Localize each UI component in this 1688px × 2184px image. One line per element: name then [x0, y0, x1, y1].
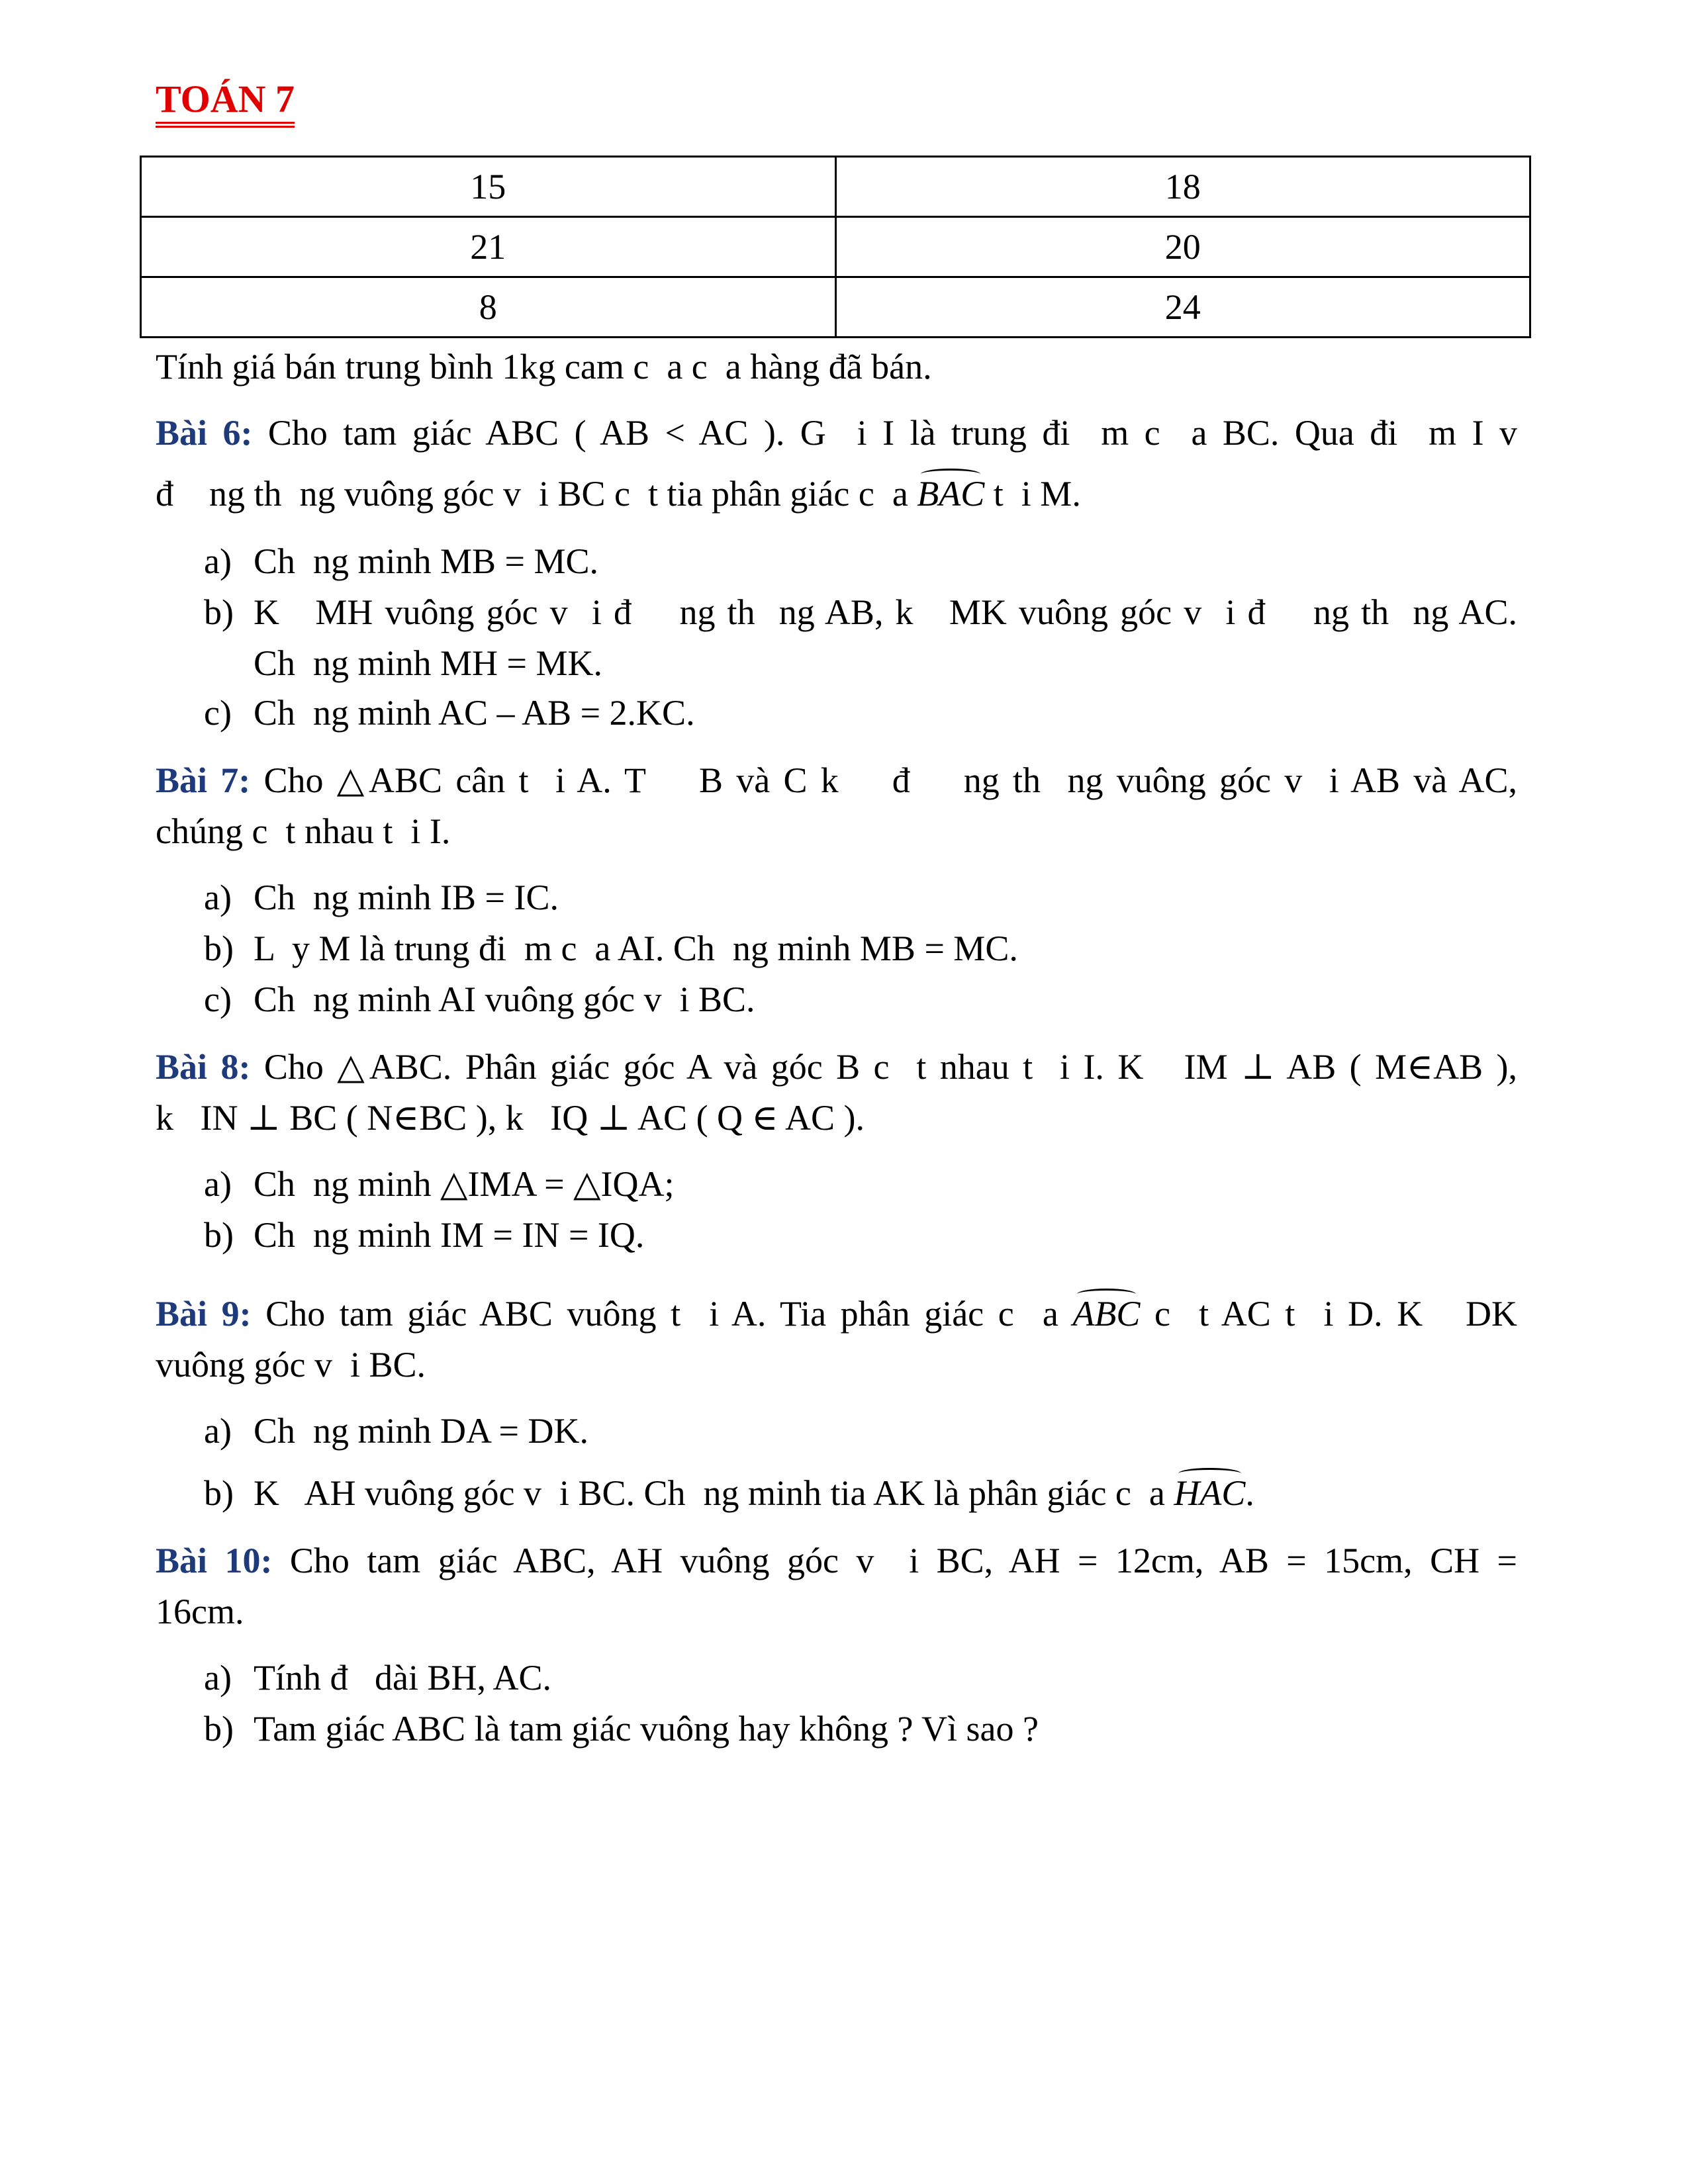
item-label: b) [204, 1473, 234, 1513]
item-text: Tính đ dài BH, AC. [254, 1658, 552, 1698]
bai10-label: Bài 10: [156, 1541, 273, 1580]
item-label: c) [204, 979, 232, 1019]
table-cell: 24 [835, 277, 1530, 338]
bai9-line2: vuông góc v i BC. [156, 1345, 426, 1385]
item-text-cont: Ch ng minh MH = MK. [254, 643, 603, 683]
item-text: Ch ng minh DA = DK. [254, 1411, 588, 1451]
table-cell: 21 [141, 217, 836, 277]
table-cell: 8 [141, 277, 836, 338]
bai10-text: Cho tam giác ABC, AH vuông góc v i BC, AH = 12cm, AB = 15cm, CH = [272, 1541, 1517, 1580]
item-text: Ch ng minh AC – AB = 2.KC. [254, 693, 695, 733]
bai9-text: Cho tam giác ABC vuông t i A. Tia phân giác c a [251, 1294, 1073, 1334]
bai7-line2: chúng c t nhau t i I. [156, 811, 451, 851]
item-label: b) [204, 1215, 234, 1255]
bai6-text: Cho tam giác ABC ( AB < AC ). G i I là trung đi m c a BC. Qua đi m I v [252, 413, 1517, 453]
bai8-line2: k IN ⊥ BC ( N∈BC ), k IQ ⊥ AC ( Q ∈ AC ). [156, 1098, 865, 1138]
bai10-line2: 16cm. [156, 1592, 244, 1631]
angle-bac: BAC [917, 474, 985, 514]
item-label: b) [204, 929, 234, 968]
bai9-line1 [156, 1293, 1517, 1335]
item-text: Ch ng minh △IMA = △IQA; [254, 1164, 675, 1204]
bai6-line1 [156, 412, 1517, 454]
item-text: L y M là trung đi m c a AI. Ch ng minh MB = MC. [254, 929, 1018, 968]
page-title: TOÁN 7 [156, 78, 295, 124]
item-text-part: K AH vuông góc v i BC. Ch ng minh tia AK là phân giác c a [254, 1473, 1174, 1513]
table-row [141, 217, 1530, 277]
item-label: c) [204, 693, 232, 733]
bai8-line1 [156, 1046, 1517, 1088]
item-label: b) [204, 1709, 234, 1749]
item-text-part: . [1245, 1473, 1254, 1513]
item-text: Ch ng minh IB = IC. [254, 878, 559, 917]
item-text: Ch ng minh IM = IN = IQ. [254, 1215, 645, 1255]
bai7-label: Bài 7: [156, 760, 251, 800]
item-label: a) [204, 1164, 232, 1204]
item-text: Ch ng minh MB = MC. [254, 541, 599, 581]
table-cell: 20 [835, 217, 1530, 277]
bai6-text: đ ng th ng vuông góc v i BC c t tia phân giác c a [156, 474, 917, 514]
table-cell: 15 [141, 157, 836, 217]
bai6-text: t i M. [984, 474, 1081, 514]
bai7-line1 [156, 759, 1517, 801]
item-label: a) [204, 1658, 232, 1698]
item-label: a) [204, 541, 232, 581]
item-text [254, 1472, 1254, 1514]
bai8-label: Bài 8: [156, 1047, 251, 1087]
bai8-text: Cho △ABC. Phân giác góc A và góc B c t nhau t i I. K IM ⊥ AB ( M∈AB ), [250, 1047, 1517, 1087]
bai7-text: Cho △ABC cân t i A. T B và C k đ ng th ng vuông góc v i AB và AC, [250, 760, 1517, 800]
bai9-label: Bài 9: [156, 1294, 252, 1334]
angle-abc: ABC [1072, 1294, 1141, 1334]
item-label: b) [204, 592, 234, 632]
item-label: a) [204, 1411, 232, 1451]
table-row [141, 277, 1530, 338]
bai6-label: Bài 6: [156, 413, 253, 453]
bai6-line2 [156, 473, 1081, 515]
item-text: K MH vuông góc v i đ ng th ng AB, k MK vuông góc v i đ ng th ng AC. [254, 592, 1517, 632]
table-cell: 18 [835, 157, 1530, 217]
item-text: Ch ng minh AI vuông góc v i BC. [254, 979, 755, 1019]
table-row [141, 157, 1530, 217]
price-table [140, 156, 1531, 338]
bai9-text: c t AC t i D. K DK [1140, 1294, 1517, 1334]
intro-question: Tính giá bán trung bình 1kg cam c a c a hàng đã bán. [156, 347, 932, 387]
item-label: a) [204, 878, 232, 917]
item-text: Tam giác ABC là tam giác vuông hay không ? Vì sao ? [254, 1709, 1039, 1749]
bai10-line1 [156, 1539, 1517, 1582]
angle-hac: HAC [1174, 1473, 1246, 1513]
